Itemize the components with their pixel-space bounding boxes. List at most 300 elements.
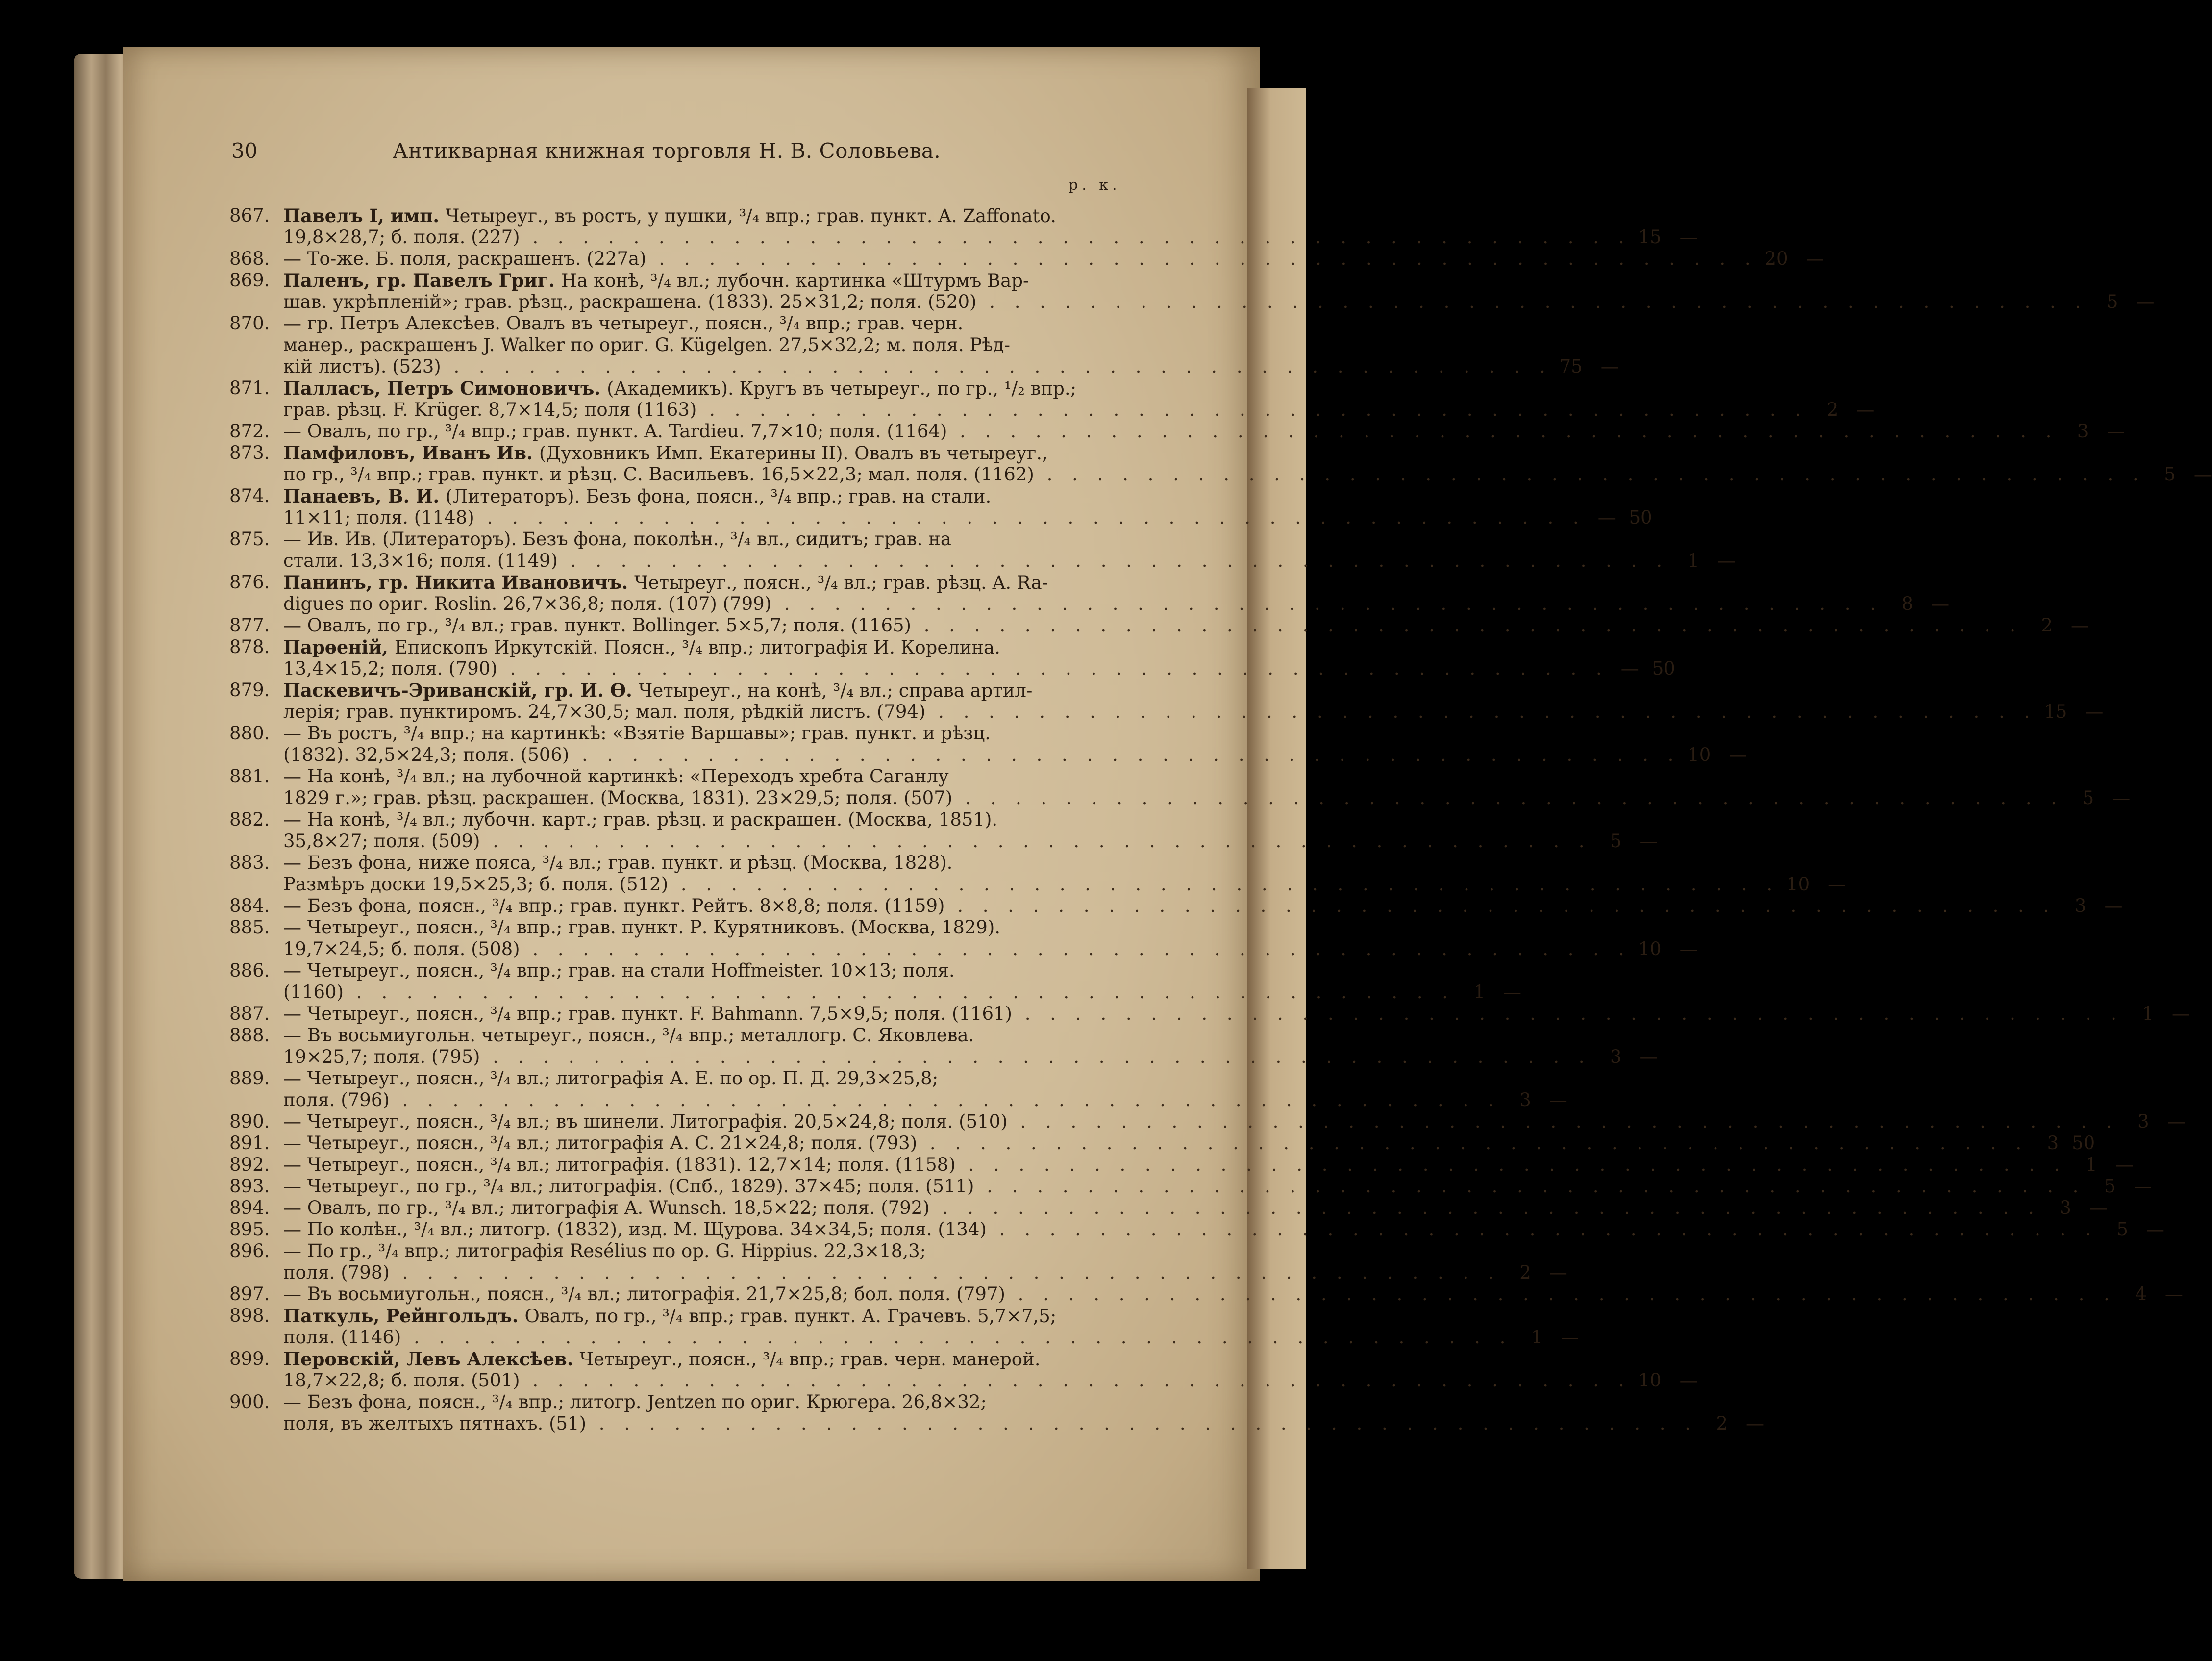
- entry-line: [229, 1176, 2152, 1197]
- entry-line: [229, 421, 2125, 442]
- price-rubles: 1: [1688, 550, 1699, 571]
- dot-leader: . . . . . . . . . . . . . . . . . . . . . . . . . . . . . . . . . . . . . . . . . . . .: [696, 399, 1808, 420]
- entry-line: [229, 680, 1127, 701]
- price-kopecks: —: [2146, 1219, 2164, 1240]
- entry-text: [283, 766, 1061, 787]
- price-rubles: 3: [2074, 895, 2087, 916]
- dot-leader: . . . . . . . . . . . . . . . . . . . . . . . . . . . . . . . . . . . . . . . . . . . .: [1007, 1111, 2119, 1132]
- price-rubles: 75: [1559, 356, 1583, 377]
- entry-line: [229, 205, 1127, 226]
- price-kopecks: [1091, 1240, 1127, 1262]
- entry-line: [229, 658, 1675, 680]
- price-kopecks: —: [2085, 701, 2104, 722]
- entry-text: [229, 830, 1591, 852]
- entry-description: — Безъ фона, поясн., ³/₄ впр.; грав. пункт. Рейтъ. 8×8,8; поля. (1159): [283, 895, 945, 916]
- entry-text: [283, 1284, 2116, 1305]
- entry-number: 880.: [229, 723, 270, 744]
- price-rubles: [1061, 680, 1091, 701]
- price-kopecks: —: [2112, 787, 2131, 808]
- entry-number: 874.: [229, 485, 270, 506]
- price-kopecks: —: [2167, 1111, 2186, 1132]
- entry-line: [229, 766, 1127, 787]
- entry-description: Овалъ, по гр., ³/₄ впр.; грав. пункт. А. Грачевъ. 5,7×7,5;: [524, 1306, 1057, 1327]
- price-rubles: 20: [1765, 248, 1788, 269]
- price-kopecks: —: [1856, 399, 1875, 420]
- entry-number: 876.: [229, 572, 270, 593]
- price-kopecks: —: [1828, 874, 1846, 895]
- catalog-entry: [229, 960, 1522, 1003]
- dot-leader: . . . . . . . . . . . . . . . . . . . . . . . . . . . . . . . . . . . . . . . . . . . .: [976, 291, 2088, 312]
- price-rubles: [1061, 528, 1091, 550]
- entry-line: [229, 1132, 2095, 1154]
- entry-text: [283, 1197, 2041, 1219]
- entry-text: [283, 442, 1061, 464]
- dot-leader: . . . . . . . . . . . . . . . . . . . . . . . . . . . . . . . . . . . . . . . . . . . .: [520, 226, 1631, 248]
- price-rubles: 4: [2135, 1284, 2147, 1305]
- entry-line: [229, 701, 2104, 723]
- entry-description: — Четыреуг., поясн., ³/₄ вл.; литографія А. Е. по ор. П. Д. 29,3×25,8;: [283, 1068, 939, 1089]
- dot-leader: . . . . . . . . . . . . . . . . . . . . . . . . . . . . . . . . . . . . . . . . . . . .: [557, 550, 1669, 571]
- entry-text: [229, 938, 1631, 960]
- entry-line: [229, 270, 1127, 291]
- entry-text: [229, 550, 1669, 572]
- entry-text: [283, 1348, 1061, 1370]
- entry-line: [229, 895, 2123, 917]
- price-kopecks: —: [1600, 356, 1619, 377]
- price-kopecks: —: [2115, 1154, 2134, 1175]
- dot-leader: . . . . . . . . . . . . . . . . . . . . . . . . . . . . . . . . . . . . . . . . . . . .: [441, 356, 1552, 377]
- catalog-entry: [229, 809, 1658, 852]
- entry-line: [229, 550, 1736, 572]
- entry-description: — Въ восьмиугольн. четыреуг., поясн., ³/₄ впр.; металлогр. С. Яковлева.: [283, 1025, 974, 1046]
- price-kopecks: —: [1679, 938, 1698, 959]
- dot-leader: . . . . . . . . . . . . . . . . . . . . . . . . . . . . . . . . . . . . . . . . . . . .: [646, 248, 1758, 269]
- entry-description: поля. (796): [283, 1089, 390, 1110]
- price-rubles: 10: [1688, 744, 1711, 765]
- price-kopecks: —: [1679, 1370, 1698, 1391]
- entry-text: [283, 723, 1061, 744]
- entry-description: — По колѣн., ³/₄ вл.; литогр. (1832), изд. М. Щурова. 34×34,5; поля. (134): [283, 1219, 987, 1240]
- entry-line: [229, 1327, 1579, 1348]
- entry-line: [229, 226, 1698, 248]
- price-rubles: 2: [1519, 1262, 1531, 1283]
- entry-text: [283, 528, 1061, 550]
- price-kopecks: [1091, 1025, 1127, 1046]
- entry-description: манер., раскрашенъ J. Walker по ориг. G. Kügelgen. 27,5×32,2; м. поля. Рѣд-: [283, 334, 1010, 355]
- entry-text: [229, 982, 1455, 1003]
- entry-number: 899.: [229, 1348, 270, 1369]
- entry-line: [229, 1003, 2190, 1025]
- dot-leader: . . . . . . . . . . . . . . . . . . . . . . . . . . . . . . . . . . . . . . . . . . . .: [520, 938, 1631, 959]
- price-kopecks: [1091, 528, 1127, 550]
- dot-leader: . . . . . . . . . . . . . . . . . . . . . . . . . . . . . . . . . . . . . . . . . . . .: [480, 830, 1591, 852]
- entry-line: [229, 572, 1127, 593]
- price-kopecks: [1107, 378, 1143, 399]
- entry-number: 893.: [229, 1176, 270, 1197]
- entry-text: [229, 593, 1883, 615]
- dot-leader: . . . . . . . . . . . . . . . . . . . . . . . . . . . . . . . . . . . . . . . . . . . .: [401, 1327, 1513, 1348]
- entry-number: 885.: [229, 917, 270, 938]
- entry-number: 889.: [229, 1068, 270, 1089]
- entry-text: [229, 1327, 1512, 1348]
- entry-text: [283, 1176, 2085, 1197]
- price-rubles: 5: [2116, 1219, 2128, 1240]
- entry-description: 1829 г.»; грав. рѣзц. раскрашен. (Москва, 1831). 23×29,5; поля. (507): [283, 787, 953, 808]
- entry-text: [229, 658, 1609, 680]
- catalog-entry: [229, 442, 2212, 485]
- entry-description: Четыреуг., на конѣ, ³/₄ вл.; справа артил-: [638, 680, 1033, 701]
- price-rubles: 3: [2077, 421, 2089, 442]
- price-kopecks: [1091, 680, 1127, 701]
- dot-leader: . . . . . . . . . . . . . . . . . . . . . . . . . . . . . . . . . . . . . . . . . . . .: [947, 421, 2059, 442]
- entry-description: Четыреуг., въ ростъ, у пушки, ³/₄ впр.; грав. пункт. A. Zaffonato.: [446, 205, 1056, 226]
- catalog-entry: [229, 1132, 2095, 1154]
- entry-description: — Четыреуг., поясн., ³/₄ вл.; въ шинели. Литографія. 20,5×24,8; поля. (510): [283, 1111, 1008, 1132]
- catalog-entry: [229, 1348, 1698, 1391]
- price-kopecks: —: [2107, 421, 2125, 442]
- price-kopecks: —: [1806, 248, 1824, 269]
- price-rubles: [1061, 1348, 1091, 1370]
- running-title: Антикварная книжная торговля Н. В. Соловьева.: [392, 139, 941, 163]
- entry-description: — Въ восьмиугольн., поясн., ³/₄ вл.; литографія. 21,7×25,8; бол. поля. (797): [283, 1284, 1005, 1305]
- price-rubles: 10: [1638, 1370, 1662, 1391]
- price-rubles: [1061, 334, 1091, 356]
- dot-leader: . . . . . . . . . . . . . . . . . . . . . . . . . . . . . . . . . . . . . . . . . . . .: [569, 744, 1681, 765]
- entry-text: [283, 1003, 2123, 1025]
- price-rubles: [1061, 917, 1091, 938]
- dot-leader: . . . . . . . . . . . . . . . . . . . . . . . . . . . . . . . . . . . . . . . . . . . .: [668, 874, 1780, 895]
- price-rubles: [1061, 1068, 1091, 1089]
- entry-line: [229, 291, 2155, 313]
- price-kopecks: [1091, 313, 1127, 334]
- price-rubles: 5: [2106, 291, 2118, 312]
- entry-number: 875.: [229, 528, 270, 550]
- entry-line: [229, 1413, 1765, 1434]
- price-kopecks: [1091, 334, 1127, 356]
- entry-line: [229, 334, 1127, 356]
- entry-number: 888.: [229, 1025, 270, 1046]
- entry-text: [283, 270, 1061, 291]
- entry-description: (1832). 32,5×24,3; поля. (506): [283, 744, 570, 765]
- price-kopecks: [1091, 1305, 1127, 1327]
- catalog-entry: [229, 528, 1736, 572]
- price-kopecks: 50: [1629, 507, 1652, 528]
- page-header: [231, 136, 1102, 166]
- price-kopecks: —: [1746, 1413, 1765, 1434]
- entry-text: [283, 1068, 1061, 1089]
- entry-line: [229, 1370, 1698, 1391]
- entry-text: [283, 485, 1061, 507]
- price-rubles: —: [1597, 507, 1616, 528]
- catalog-entry: [229, 680, 2104, 723]
- entry-description: — Овалъ, по гр., ³/₄ вл.; грав. пункт. Bollinger. 5×5,7; поля. (1165): [283, 615, 911, 636]
- entry-text: [229, 399, 1808, 421]
- entry-line: [229, 636, 1127, 658]
- entry-number: 879.: [229, 680, 270, 701]
- entry-line: [229, 1240, 1127, 1262]
- dot-leader: . . . . . . . . . . . . . . . . . . . . . . . . . . . . . . . . . . . . . . . . . . . .: [917, 1132, 2029, 1154]
- entry-number: 896.: [229, 1240, 270, 1261]
- entry-line: [229, 1391, 1127, 1413]
- entry-line: [229, 1262, 1567, 1284]
- entry-line: [229, 960, 1127, 982]
- price-kopecks: —: [2171, 1003, 2190, 1024]
- price-kopecks: —: [1549, 1262, 1567, 1283]
- entry-line: [229, 442, 1127, 464]
- price-kopecks: [1091, 1391, 1127, 1413]
- dot-leader: . . . . . . . . . . . . . . . . . . . . . . . . . . . . . . . . . . . . . . . . . . . .: [520, 1370, 1631, 1391]
- catalog-entry: [229, 248, 1824, 270]
- entry-text: [229, 291, 2088, 313]
- entry-name: Панаевъ, В. И.: [283, 485, 446, 507]
- entry-number: 897.: [229, 1284, 270, 1305]
- price-kopecks: [1091, 809, 1127, 830]
- price-kopecks: [1091, 852, 1127, 874]
- entry-description: — По гр., ³/₄ впр.; литографія Resélius по ор. G. Hippius. 22,3×18,3;: [283, 1240, 926, 1261]
- price-rubles: [1061, 1391, 1091, 1413]
- entry-line: [229, 399, 1875, 421]
- price-rubles: 3: [2047, 1132, 2059, 1154]
- entry-text: [283, 960, 1061, 982]
- entry-text: [229, 744, 1680, 766]
- price-rubles: 1: [2142, 1003, 2154, 1024]
- entry-description: 18,7×22,8; б. поля. (501): [283, 1370, 520, 1391]
- entry-name: Паленъ, гр. Павелъ Григ.: [283, 270, 561, 291]
- entry-description: — Безъ фона, ниже пояса, ³/₄ вл.; грав. пункт. и рѣзц. (Москва, 1828).: [283, 852, 953, 873]
- entry-number: 881.: [229, 766, 270, 787]
- entry-text: [229, 356, 1552, 378]
- price-rubles: [1061, 723, 1091, 744]
- price-rubles: [1061, 205, 1091, 226]
- dot-leader: . . . . . . . . . . . . . . . . . . . . . . . . . . . . . . . . . . . . . . . . . . . .: [955, 1154, 2067, 1175]
- price-kopecks: —: [2104, 895, 2123, 916]
- dot-leader: . . . . . . . . . . . . . . . . . . . . . . . . . . . . . . . . . . . . . . . . . . . .: [944, 895, 2056, 916]
- entry-name: Паткуль, Рейнгольдъ.: [283, 1305, 525, 1327]
- price-kopecks: —: [1549, 1089, 1567, 1110]
- dot-leader: . . . . . . . . . . . . . . . . . . . . . . . . . . . . . . . . . . . . . . . . . . . .: [497, 658, 1609, 679]
- entry-line: [229, 1025, 1127, 1046]
- catalog-entry: [229, 572, 1950, 615]
- entry-line: [229, 744, 1747, 766]
- entry-text: [283, 917, 1061, 938]
- entry-number: 873.: [229, 442, 270, 463]
- price-rubles: —: [1620, 658, 1639, 679]
- entry-line: [229, 593, 1950, 615]
- entry-number: 878.: [229, 636, 270, 657]
- dot-leader: . . . . . . . . . . . . . . . . . . . . . . . . . . . . . . . . . . . . . . . . . . . .: [771, 593, 1883, 614]
- price-kopecks: [1091, 723, 1127, 744]
- price-kopecks: [1091, 485, 1127, 507]
- price-kopecks: —: [2164, 1284, 2183, 1305]
- entry-text: [283, 852, 1061, 874]
- entry-description: 11×11; поля. (1148): [283, 507, 474, 528]
- entry-description: — Безъ фона, поясн., ³/₄ впр.; литогр. Jentzen по ориг. Крюгера. 26,8×32;: [283, 1391, 987, 1412]
- dot-leader: . . . . . . . . . . . . . . . . . . . . . . . . . . . . . . . . . . . . . . . . . . . .: [925, 701, 2037, 722]
- entry-line: [229, 1197, 2108, 1219]
- entry-name: Павелъ I, имп.: [283, 205, 446, 226]
- price-kopecks: —: [2136, 291, 2155, 312]
- price-rubles: 3: [2060, 1197, 2071, 1218]
- entry-line: [229, 938, 1698, 960]
- entry-description: лерія; грав. пунктиромъ. 24,7×30,5; мал. поля, рѣдкій листъ. (794): [283, 701, 926, 722]
- entry-description: На конѣ, ³/₄ вл.; лубочн. картинка «Штурмъ Вар-: [561, 270, 1029, 291]
- entry-description: — Четыреуг., по гр., ³/₄ вл.; литографія. (Спб., 1829). 37×45; поля. (511): [283, 1176, 974, 1197]
- price-rubles: [1061, 636, 1091, 658]
- price-kopecks: [1091, 572, 1127, 593]
- entry-description: Епископъ Иркутскій. Поясн., ³/₄ впр.; литографія И. Корелина.: [394, 637, 1000, 658]
- price-kopecks: [1091, 1348, 1127, 1370]
- entry-line: [229, 507, 1652, 528]
- price-kopecks: [1091, 442, 1127, 464]
- price-kopecks: —: [1503, 982, 1522, 1003]
- entry-name: Панинъ, гр. Никита Ивановичъ.: [283, 572, 635, 593]
- entry-line: [229, 248, 1824, 270]
- catalog-entry: [229, 1305, 1579, 1348]
- price-rubles: 2: [1716, 1413, 1728, 1434]
- entry-line: [229, 787, 2131, 809]
- entry-text: [229, 464, 2145, 485]
- entry-text: [283, 1132, 2028, 1154]
- price-kopecks: [1091, 766, 1127, 787]
- entry-text: [229, 334, 1061, 356]
- price-kopecks: —: [2089, 1197, 2108, 1218]
- dot-leader: . . . . . . . . . . . . . . . . . . . . . . . . . . . . . . . . . . . . . . . . . . . .: [389, 1089, 1501, 1110]
- entry-description: стали. 13,3×16; поля. (1149): [283, 550, 558, 571]
- price-rubles: [1061, 1025, 1091, 1046]
- price-kopecks: 50: [2072, 1132, 2095, 1154]
- entry-description: (1160): [283, 982, 344, 1003]
- price-kopecks: —: [1717, 550, 1736, 571]
- entry-text: [283, 809, 1061, 830]
- entry-number: 887.: [229, 1003, 270, 1024]
- entry-number: 871.: [229, 378, 270, 399]
- entry-number: 894.: [229, 1197, 270, 1218]
- price-rubles: [1061, 485, 1091, 507]
- dot-leader: . . . . . . . . . . . . . . . . . . . . . . . . . . . . . . . . . . . . . . . . . . . .: [911, 615, 2022, 636]
- price-rubles: [1061, 442, 1091, 464]
- dot-leader: . . . . . . . . . . . . . . . . . . . . . . . . . . . . . . . . . . . . . . . . . . . .: [1005, 1284, 2116, 1305]
- entry-description: шав. укрѣпленій»; грав. рѣзц., раскрашена. (1833). 25×31,2; поля. (520): [283, 291, 977, 312]
- price-rubles: [1061, 313, 1091, 334]
- entry-description: 19×25,7; поля. (795): [283, 1046, 480, 1067]
- price-rubles: 3: [2137, 1111, 2149, 1132]
- entry-description: поля. (1146): [283, 1327, 401, 1348]
- price-rubles: 15: [1638, 226, 1662, 248]
- entry-text: [229, 1089, 1501, 1111]
- entry-line: [229, 982, 1522, 1003]
- entry-line: [229, 464, 2212, 485]
- entry-text: [283, 1025, 1061, 1046]
- entry-description: Четыреуг., поясн., ³/₄ впр.; грав. черн. манерой.: [579, 1349, 1041, 1370]
- price-rubles: 1: [1531, 1327, 1543, 1348]
- catalog-entry: [229, 1176, 2152, 1197]
- entry-description: (Литераторъ). Безъ фона, поясн., ³/₄ впр.; грав. на стали.: [446, 486, 992, 507]
- catalog-entry: [229, 313, 1619, 378]
- entry-line: [229, 1046, 1658, 1068]
- entry-text: [229, 1370, 1631, 1391]
- entry-text: [229, 787, 2063, 809]
- entry-number: 898.: [229, 1305, 270, 1326]
- entry-description: — То-же. Б. поля, раскрашенъ. (227а): [283, 248, 646, 269]
- entry-text: [283, 572, 1061, 593]
- price-kopecks: [1091, 1068, 1127, 1089]
- price-rubles: 5: [1610, 830, 1622, 852]
- catalog-entry: [229, 485, 1652, 528]
- catalog-entry: [229, 895, 2123, 917]
- entry-line: [229, 615, 2089, 636]
- entry-number: 884.: [229, 895, 270, 916]
- entry-description: (Академикъ). Кругъ въ четыреуг., по гр., ¹/₂ впр.;: [607, 378, 1077, 399]
- entry-number: 867.: [229, 205, 270, 226]
- entry-line: [229, 874, 1846, 895]
- price-rubles: 1: [1473, 982, 1486, 1003]
- price-rubles: 2: [1826, 399, 1839, 420]
- entry-text: [283, 1111, 2119, 1132]
- entry-description: — На конѣ, ³/₄ вл.; на лубочной картинкѣ: «Переходъ хребта Саганлу: [283, 766, 949, 787]
- price-kopecks: [1091, 636, 1127, 658]
- catalog-entry: [229, 1284, 2183, 1305]
- entry-number: 900.: [229, 1391, 270, 1412]
- entry-line: [229, 1284, 2183, 1305]
- price-kopecks: —: [1640, 830, 1658, 852]
- price-kopecks: [1091, 205, 1127, 226]
- price-kopecks: 50: [1652, 658, 1675, 679]
- entry-description: — Четыреуг., поясн., ³/₄ впр.; грав. пункт. F. Bahmann. 7,5×9,5; поля. (1161): [283, 1003, 1012, 1024]
- dot-leader: . . . . . . . . . . . . . . . . . . . . . . . . . . . . . . . . . . . . . . . . . . . .: [929, 1197, 2041, 1218]
- entry-description: 13,4×15,2; поля. (790): [283, 658, 497, 679]
- price-kopecks: —: [2193, 464, 2212, 485]
- entry-text: [283, 421, 2058, 442]
- catalog-entries: [229, 205, 2212, 1434]
- entry-text: [283, 378, 1076, 399]
- price-rubles: 2: [2041, 615, 2053, 636]
- entry-description: — Овалъ, по гр., ³/₄ впр.; грав. пункт. A. Tardieu. 7,7×10; поля. (1164): [283, 421, 947, 442]
- entry-number: 882.: [229, 809, 270, 830]
- catalog-entry: [229, 852, 1846, 895]
- entry-number: 886.: [229, 960, 270, 981]
- catalog-entry: [229, 378, 1875, 421]
- entry-description: — Четыреуг., поясн., ³/₄ впр.; грав. на стали Hoffmeister. 10×13; поля.: [283, 960, 955, 981]
- entry-text: [229, 1262, 1501, 1284]
- entry-line: [229, 528, 1127, 550]
- catalog-entry: [229, 766, 2131, 809]
- entry-text: [283, 1391, 1061, 1413]
- entry-line: [229, 378, 1127, 399]
- entry-description: — гр. Петръ Алексѣев. Овалъ въ четыреуг., поясн., ³/₄ впр.; грав. черн.: [283, 313, 964, 334]
- entry-name: Паскевичъ-Эриванскій, гр. И. Ѳ.: [283, 680, 639, 701]
- entry-line: [229, 313, 1127, 334]
- catalog-entry: [229, 1003, 2190, 1025]
- entry-description: digues по ориг. Roslin. 26,7×36,8; поля. (107) (799): [283, 593, 772, 614]
- price-kopecks: —: [1640, 1046, 1658, 1067]
- entry-line: [229, 1154, 2134, 1176]
- dot-leader: . . . . . . . . . . . . . . . . . . . . . . . . . . . . . . . . . . . . . . . . . . . .: [389, 1262, 1501, 1283]
- entry-description: — Четыреуг., поясн., ³/₄ впр.; грав. пункт. Р. Курятниковъ. (Москва, 1829).: [283, 917, 1001, 938]
- dot-leader: . . . . . . . . . . . . . . . . . . . . . . . . . . . . . . . . . . . . . . . . . . . .: [480, 1046, 1591, 1067]
- entry-line: [229, 1089, 1567, 1111]
- price-rubles: [1061, 960, 1091, 982]
- entry-number: 869.: [229, 270, 270, 291]
- price-kopecks: [1091, 960, 1127, 982]
- entry-text: [229, 1046, 1591, 1068]
- price-rubles: [1061, 766, 1091, 787]
- price-rubles: [1061, 809, 1091, 830]
- dot-leader: . . . . . . . . . . . . . . . . . . . . . . . . . . . . . . . . . . . . . . . . . . . .: [986, 1219, 2098, 1240]
- entry-line: [229, 1068, 1127, 1089]
- entry-text: [283, 1219, 2098, 1240]
- catalog-entry: [229, 615, 2089, 636]
- entry-text: [283, 615, 2022, 636]
